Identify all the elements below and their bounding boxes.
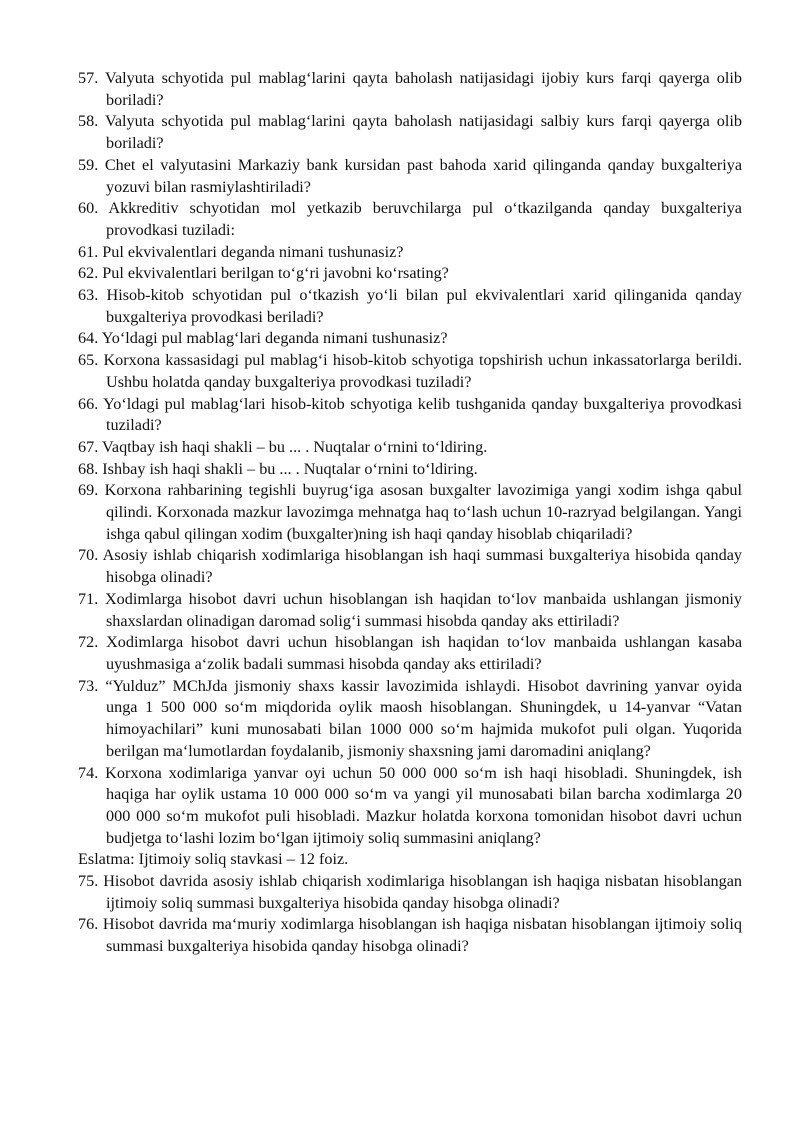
question-62: 62. Pul ekvivalentlari berilgan to‘g‘ri javobni ko‘rsating? xyxy=(78,264,449,283)
note-text: Eslatma: Ijtimoiy soliq stavkasi – 12 foiz. xyxy=(78,850,349,869)
question-65: 65. Korxona kassasidagi pul mablag‘i hisob-kitob schyotiga topshirish uchun inkassatorlarga berildi. Ushbu holatda qanday buxgalteriya provodkasi tuziladi? xyxy=(78,351,742,391)
question-72: 72. Xodimlarga hisobot davri uchun hisoblangan ish haqidan to‘lov manbaida ushlangan kasaba uyushmasiga a‘zolik badali summasi hisobda qanday aks ettiriladi? xyxy=(78,633,742,673)
question-58: 58. Valyuta schyotida pul mablag‘larini qayta baholash natijasidagi salbiy kurs farqi qayerga olib boriladi? xyxy=(78,112,742,153)
question-57: 57. Valyuta schyotida pul mablag‘larini qayta baholash natijasidagi ijobiy kurs farqi qayerga olib boriladi? xyxy=(78,69,742,109)
question-66: 66. Yo‘ldagi pul mablag‘lari hisob-kitob schyotiga kelib tushganida qanday buxgalteriya provodkasi tuziladi? xyxy=(78,394,742,435)
question-71: 71. Xodimlarga hisobot davri uchun hisoblangan ish haqidan to‘lov manbaida ushlangan jismoniy shaxslardan olinadigan daromad solig‘i summasi hisobda qanday aks ettiriladi? xyxy=(78,589,743,630)
question-list xyxy=(78,68,742,958)
question-73: 73. “Yulduz” MChJda jismoniy shaxs kassir lavozimida ishlaydi. Hisobot davrining yanvar oyida unga 1 500 000 so‘m miqdorida oylik maosh hisoblangan. Shuningdek, u 14-yanvar “Vatan himoyachilari” kuni munosabati bilan 1000 000 so‘m hajmida mukofot puli olgan. Yuqorida berilgan ma‘lumotlardan foydalanib, jismoniy shaxsning jami daromadini aniqlang? xyxy=(78,676,743,760)
question-76: 76. Hisobot davrida ma‘muriy xodimlarga hisoblangan ish haqiga nisbatan hisoblangan ijtimoiy soliq summasi buxgalteriya hisobida qanday hisobga olinadi? xyxy=(78,915,742,956)
question-74: 74. Korxona xodimlariga yanvar oyi uchun 50 000 000 so‘m ish haqi hisobladi. Shuningdek, ish haqiga har oylik ustama 10 000 000 so‘m va yangi yil munosabati bilan barcha xodimlarga 20 000 000 so‘m mukofot puli hisobladi. Mazkur holatda korxona tomonidan hisobot davri uchun budjetga to‘lashi lozim bo‘lgan ijtimoiy soliq summasini aniqlang? xyxy=(78,763,742,847)
question-67: 67. Vaqtbay ish haqi shakli – bu ... . Nuqtalar o‘rnini to‘ldiring. xyxy=(78,437,488,456)
question-68: 68. Ishbay ish haqi shakli – bu ... . Nuqtalar o‘rnini to‘ldiring. xyxy=(78,459,478,478)
question-75: 75. Hisobot davrida asosiy ishlab chiqarish xodimlariga hisoblangan ish haqiga nisbatan hisoblangan ijtimoiy soliq summasi buxgalteriya hisobida qanday hisobga olinadi? xyxy=(78,872,742,912)
question-64: 64. Yo‘ldagi pul mablag‘lari deganda nimani tushunasiz? xyxy=(78,329,448,348)
question-60: 60. Akkreditiv schyotidan mol yetkazib beruvchilarga pul o‘tkazilganda qanday buxgalteriya provodkasi tuziladi: xyxy=(78,199,742,239)
question-61: 61. Pul ekvivalentlari deganda nimani tushunasiz? xyxy=(78,242,404,261)
question-59: 59. Chet el valyutasini Markaziy bank kursidan past bahoda xarid qilinganda qanday buxgalteriya yozuvi bilan rasmiylashtiriladi? xyxy=(78,155,743,196)
question-63: 63. Hisob-kitob schyotidan pul o‘tkazish yo‘li bilan pul ekvivalentlari xarid qilinganida qanday buxgalteriya provodkasi beriladi? xyxy=(78,286,743,326)
question-69: 69. Korxona rahbarining tegishli buyrug‘iga asosan buxgalter lavozimiga yangi xodim ishga qabul qilindi. Korxonada mazkur lavozimga mehnatga haq to‘lash uchun 10-razryad belgilangan. Yangi ishga qabul qilingan xodim (buxgalter)ning ish haqi qanday hisoblab chiqariladi? xyxy=(78,481,743,543)
question-70: 70. Asosiy ishlab chiqarish xodimlariga hisoblangan ish haqi summasi buxgalteriya hisobida qanday hisobga olinadi? xyxy=(78,546,742,587)
